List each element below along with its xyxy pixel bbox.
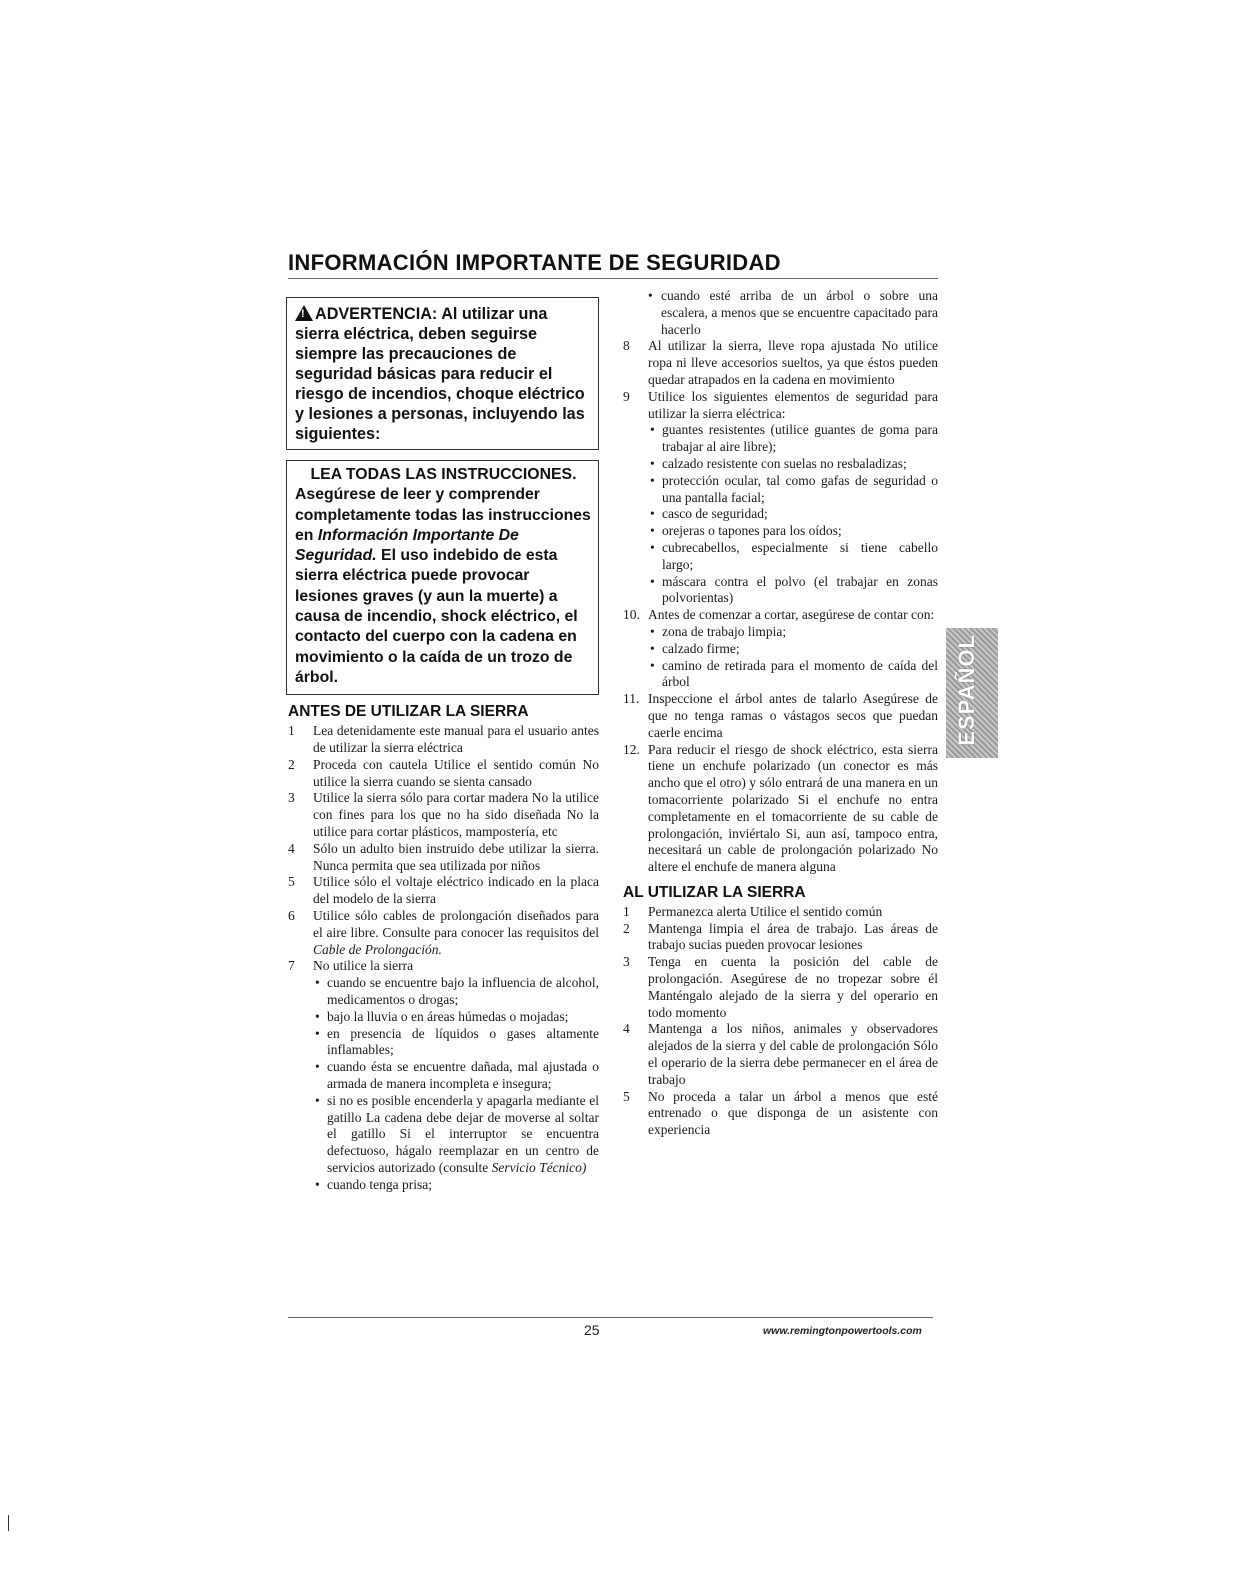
bullet-item: • casco de seguridad; xyxy=(648,506,938,523)
item-text: Sólo un adulto bien instruido debe utilizar la sierra. Nunca permita que sea utilizada por niños xyxy=(313,840,599,873)
warning-text: ADVERTENCIA: Al utilizar una sierra eléctrica, deben seguirse siempre las precauciones de seguridad básicas para reducir el riesgo de incendios, choque eléctrico y lesiones a personas, incluyendo las siguientes: xyxy=(295,305,585,443)
cross-reference-link: Cable de Prolongación. xyxy=(313,941,442,957)
list-item xyxy=(286,908,599,958)
item-text: Inspeccione el árbol antes de talarlo Asegúrese de que no tenga ramas o vástagos secos que puedan caerle encima xyxy=(648,691,938,740)
section-heading-before: ANTES DE UTILIZAR LA SIERRA xyxy=(288,703,529,721)
item-number: 11. xyxy=(623,691,640,707)
footer-url: www.remingtonpowertools.com xyxy=(763,1325,922,1337)
bullet-item xyxy=(313,1093,599,1177)
item-number: 1 xyxy=(288,723,295,739)
item-text: Utilice los siguientes elementos de seguridad para utilizar la sierra eléctrica: xyxy=(648,388,938,421)
read-instructions-box xyxy=(286,460,599,695)
item-text: Para reducir el riesgo de shock eléctrico, esta sierra tiene un enchufe polarizado (un conector es más ancho que el otro) y sólo entrará de una manera en un tomacorriente polarizado Si el enchufe no entra completamente en el tomacorriente de su cable de prolongación, inviértalo Si, aun así, tampoco entra, necesitará un cable de prolongación polarizado No altere el enchufe de manera alguna xyxy=(648,741,938,875)
read-box-text-a: Asegúrese de leer y comprender completamente todas las instrucciones en xyxy=(295,486,591,544)
bullet-text: si no es posible encenderla y apagarla mediante el gatillo La cadena debe dejar de moverse al soltar el gatillo Si el interruptor se encuentra defectuoso, hágalo reemplazar en un centro de servicios autorizado (consulte xyxy=(327,1092,599,1175)
list-item xyxy=(621,389,938,607)
item-number: 8 xyxy=(623,338,630,354)
item-text: Antes de comenzar a cortar, asegúrese de contar con: xyxy=(648,607,935,623)
item-text: Permanezca alerta Utilice el sentido común xyxy=(648,903,883,919)
list-item xyxy=(286,958,599,1193)
item-number: 2 xyxy=(288,756,295,772)
before-list xyxy=(286,723,599,1193)
item-number: 5 xyxy=(623,1088,630,1104)
list-item xyxy=(286,757,599,791)
bullet-item: • cuando tenga prisa; xyxy=(313,1177,599,1194)
item-text: Utilice sólo cables de prolongación diseñados para el aire libre. Consulte para conocer las requisitos del xyxy=(313,908,599,940)
cross-reference-link: Servicio Técnico) xyxy=(491,1159,587,1175)
item-text: No proceda a talar un árbol a menos que esté entrenado o que disponga de un asistente con experiencia xyxy=(648,1088,938,1138)
item10-bullets xyxy=(648,624,938,691)
item-number: 3 xyxy=(288,790,295,806)
item-text: Utilice sólo el voltaje eléctrico indicado en la placa del modelo de la sierra xyxy=(313,874,599,907)
list-item xyxy=(286,841,599,875)
bullet-item: • máscara contra el polvo (el trabajar en zonas polvorientas) xyxy=(648,574,938,608)
page-number: 25 xyxy=(584,1322,600,1338)
section-heading-using: AL UTILIZAR LA SIERRA xyxy=(623,883,806,901)
item-text: Utilice la sierra sólo para cortar madera No la utilice con fines para los que no ha sido diseñada No la utilice para cortar plásticos, mampostería, etc xyxy=(313,790,599,840)
bullet-item: • cuando ésta se encuentre dañada, mal ajustada o armada de manera incompleta e insegura; xyxy=(313,1059,599,1093)
bullet-item: • protección ocular, tal como gafas de seguridad o una pantalla facial; xyxy=(648,473,938,507)
list-item xyxy=(621,1089,938,1139)
item-number: 12. xyxy=(623,741,640,757)
bullet-item: • bajo la lluvia o en áreas húmedas o mojadas; xyxy=(313,1009,599,1026)
item-text: Proceda con cautela Utilice el sentido común No utilice la sierra cuando se sienta cansado xyxy=(313,756,599,789)
bullet-item: • camino de retirada para el momento de caída del árbol xyxy=(648,658,938,692)
list-item xyxy=(621,1021,938,1088)
list-item xyxy=(621,954,938,1021)
item-number: 6 xyxy=(288,908,295,924)
bullet-item: • calzado firme; xyxy=(648,641,938,658)
item9-bullets xyxy=(648,422,938,607)
read-box-italic: Información Importante De Seguridad. xyxy=(295,526,519,565)
side-tab-label: ESPAÑOL xyxy=(954,634,979,746)
item-text: Lea detenidamente este manual para el usuario antes de utilizar la sierra eléctrica xyxy=(313,723,599,756)
list-item xyxy=(621,691,938,741)
item-text: Mantenga limpia el área de trabajo. Las áreas de trabajo sucias pueden provocar lesiones xyxy=(648,920,938,953)
bullet-item: • en presencia de líquidos o gases altamente inflamables; xyxy=(313,1026,599,1060)
bullet-item: • cuando se encuentre bajo la influencia de alcohol, medicamentos o drogas; xyxy=(313,975,599,1009)
list-item xyxy=(621,904,938,921)
warning-box xyxy=(286,297,599,450)
list-item xyxy=(286,723,599,757)
item-number: 4 xyxy=(623,1021,630,1037)
bullet-item: • cuando esté arriba de un árbol o sobre una escalera, a menos que se encuentre capacitado para hacerlo xyxy=(621,288,938,338)
item7-bullets xyxy=(313,975,599,1193)
warning-triangle-icon xyxy=(295,305,313,321)
list-item xyxy=(621,607,938,691)
item-number: 1 xyxy=(623,903,630,919)
item-text: Tenga en cuenta la posición del cable de prolongación. Asegúrese de no tropezar sobre él Manténgalo alejado de la sierra y del operario en todo momento xyxy=(648,954,938,1020)
item-text: No utilice la sierra xyxy=(313,958,414,974)
bullet-item: • cubrecabellos, especialmente si tiene cabello largo; xyxy=(648,540,938,574)
item-number: 7 xyxy=(288,958,295,974)
list-item xyxy=(286,790,599,840)
bullet-item: • calzado resistente con suelas no resbaladizas; xyxy=(648,456,938,473)
language-side-tab xyxy=(946,628,998,758)
item-number: 3 xyxy=(623,954,630,970)
item-text: Mantenga a los niños, animales y observadores alejados de la sierra y del cable de prolongación Sólo el operario de la sierra debe permanecer en el área de trabajo xyxy=(648,1021,938,1087)
bullet-item: • orejeras o tapones para los oídos; xyxy=(648,523,938,540)
item-number: 10. xyxy=(623,607,640,623)
list-item xyxy=(621,921,938,955)
list-item xyxy=(621,338,938,388)
scan-edge-mark xyxy=(8,1515,9,1531)
bullet-item: • zona de trabajo limpia; xyxy=(648,624,938,641)
list-item xyxy=(286,874,599,908)
right-column xyxy=(621,288,938,1139)
bullet-item: • guantes resistentes (utilice guantes de goma para trabajar al aire libre); xyxy=(648,422,938,456)
right-list-a xyxy=(621,338,938,876)
using-list xyxy=(621,904,938,1139)
item-number: 5 xyxy=(288,874,295,890)
list-item xyxy=(621,742,938,876)
item-number: 4 xyxy=(288,840,295,856)
item-text: Al utilizar la sierra, lleve ropa ajustada No utilice ropa ni lleve accesorios sueltos, ya que éstos pueden quedar atrapados en la cadena en movimiento xyxy=(648,338,938,387)
read-box-text-b: El uso indebido de esta sierra eléctrica puede provocar lesiones graves (y aun la muerte) a causa de incendio, shock eléctrico, el contacto del cuerpo con la cadena en movimiento o la caída de un trozo de árbol. xyxy=(295,547,578,686)
left-column xyxy=(286,297,599,1194)
continued-bullets xyxy=(621,288,938,338)
footer-divider xyxy=(288,1317,933,1318)
page-title: INFORMACIÓN IMPORTANTE DE SEGURIDAD xyxy=(288,250,938,279)
item-number: 9 xyxy=(623,388,630,404)
read-box-heading: LEA TODAS LAS INSTRUCCIONES. xyxy=(310,466,577,483)
item-number: 2 xyxy=(623,920,630,936)
